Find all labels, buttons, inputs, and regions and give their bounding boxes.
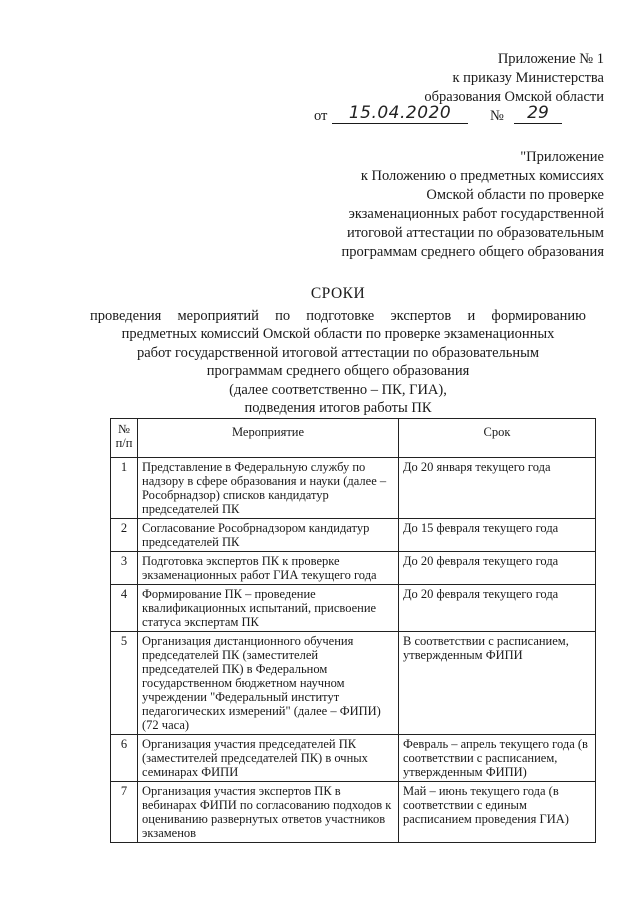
header-event: Мероприятие <box>138 419 399 458</box>
number-label: № <box>490 108 504 124</box>
heading-line: предметных комиссий Омской области по проверке экзаменационных <box>121 326 555 342</box>
row-num: 2 <box>111 519 138 552</box>
schedule-table <box>110 418 596 843</box>
row-deadline: До 15 февраля текущего года <box>399 519 596 552</box>
annex-number-line: Приложение № 1 <box>497 51 604 67</box>
table-row <box>111 782 596 843</box>
handwritten-order-date: 15.04.2020 <box>332 104 468 124</box>
row-deadline: До 20 февраля текущего года <box>399 585 596 632</box>
table-row <box>111 735 596 782</box>
table-header-row <box>111 419 596 458</box>
heading-line: подведения итогов работы ПК <box>244 400 432 416</box>
table-row <box>111 519 596 552</box>
heading-line: программам среднего общего образования <box>206 363 470 379</box>
order-annex-block <box>304 50 604 127</box>
row-event: Представление в Федеральную службу по надзору в сфере образования и науки (далее – Рособрнадзор) списков кандидатур председателей ПК <box>138 458 399 519</box>
row-deadline: До 20 февраля текущего года <box>399 552 596 585</box>
table-row <box>111 585 596 632</box>
order-reference-line: к приказу Министерства <box>452 70 604 86</box>
row-deadline: Май – июнь текущего года (в соответствии с единым расписанием проведения ГИА) <box>399 782 596 843</box>
row-event: Организация участия экспертов ПК в вебинарах ФИПИ по согласованию подходов к оцениванию развернутых ответов участников экзаменов <box>138 782 399 843</box>
row-num: 3 <box>111 552 138 585</box>
regulation-annex-block <box>284 148 604 262</box>
document-title: СРОКИ <box>310 285 366 302</box>
heading-line: работ государственной итоговой аттестации по образовательным <box>136 344 540 361</box>
table-row <box>111 458 596 519</box>
document-heading <box>90 285 586 418</box>
header-num: № п/п <box>111 419 138 458</box>
regulation-annex-line: "Приложение <box>520 149 604 165</box>
heading-line: (далее соответственно – ПК, ГИА), <box>229 381 447 398</box>
heading-line: проведения мероприятий по подготовке экспертов и формированию <box>90 307 586 324</box>
regulation-annex-line: к Положению о предметных комиссиях <box>360 168 604 184</box>
row-num: 5 <box>111 632 138 735</box>
table-row <box>111 552 596 585</box>
ministry-name-line: образования Омской области <box>424 89 604 105</box>
regulation-annex-line: экзаменационных работ государственной <box>348 206 604 222</box>
row-num: 4 <box>111 585 138 632</box>
regulation-annex-line: программам среднего общего образования <box>341 244 604 260</box>
row-event: Организация дистанционного обучения председателей ПК (заместителей председателей ПК) в Федеральном государственном бюджетном научном учреждении "Федеральный институт педагогических измерений" (далее – ФИПИ) (72 часа) <box>138 632 399 735</box>
row-deadline: Февраль – апрель текущего года (в соответствии с расписанием, утвержденным ФИПИ) <box>399 735 596 782</box>
row-num: 1 <box>111 458 138 519</box>
row-event: Формирование ПК – проведение квалификационных испытаний, присвоение статуса экспертам ПК <box>138 585 399 632</box>
from-label: от <box>314 108 328 124</box>
header-deadline: Срок <box>399 419 596 458</box>
order-date-number-line <box>304 103 604 127</box>
row-num: 6 <box>111 735 138 782</box>
handwritten-order-number: 29 <box>514 104 562 124</box>
row-deadline: В соответствии с расписанием, утвержденным ФИПИ <box>399 632 596 735</box>
table-row <box>111 632 596 735</box>
regulation-annex-line: Омской области по проверке <box>426 187 604 203</box>
row-num: 7 <box>111 782 138 843</box>
regulation-annex-line: итоговой аттестации по образовательным <box>346 225 604 241</box>
row-event: Подготовка экспертов ПК к проверке экзаменационных работ ГИА текущего года <box>138 552 399 585</box>
row-event: Организация участия председателей ПК (заместителей председателей ПК) в очных семинарах ФИПИ <box>138 735 399 782</box>
row-deadline: До 20 января текущего года <box>399 458 596 519</box>
row-event: Согласование Рособрнадзором кандидатур председателей ПК <box>138 519 399 552</box>
